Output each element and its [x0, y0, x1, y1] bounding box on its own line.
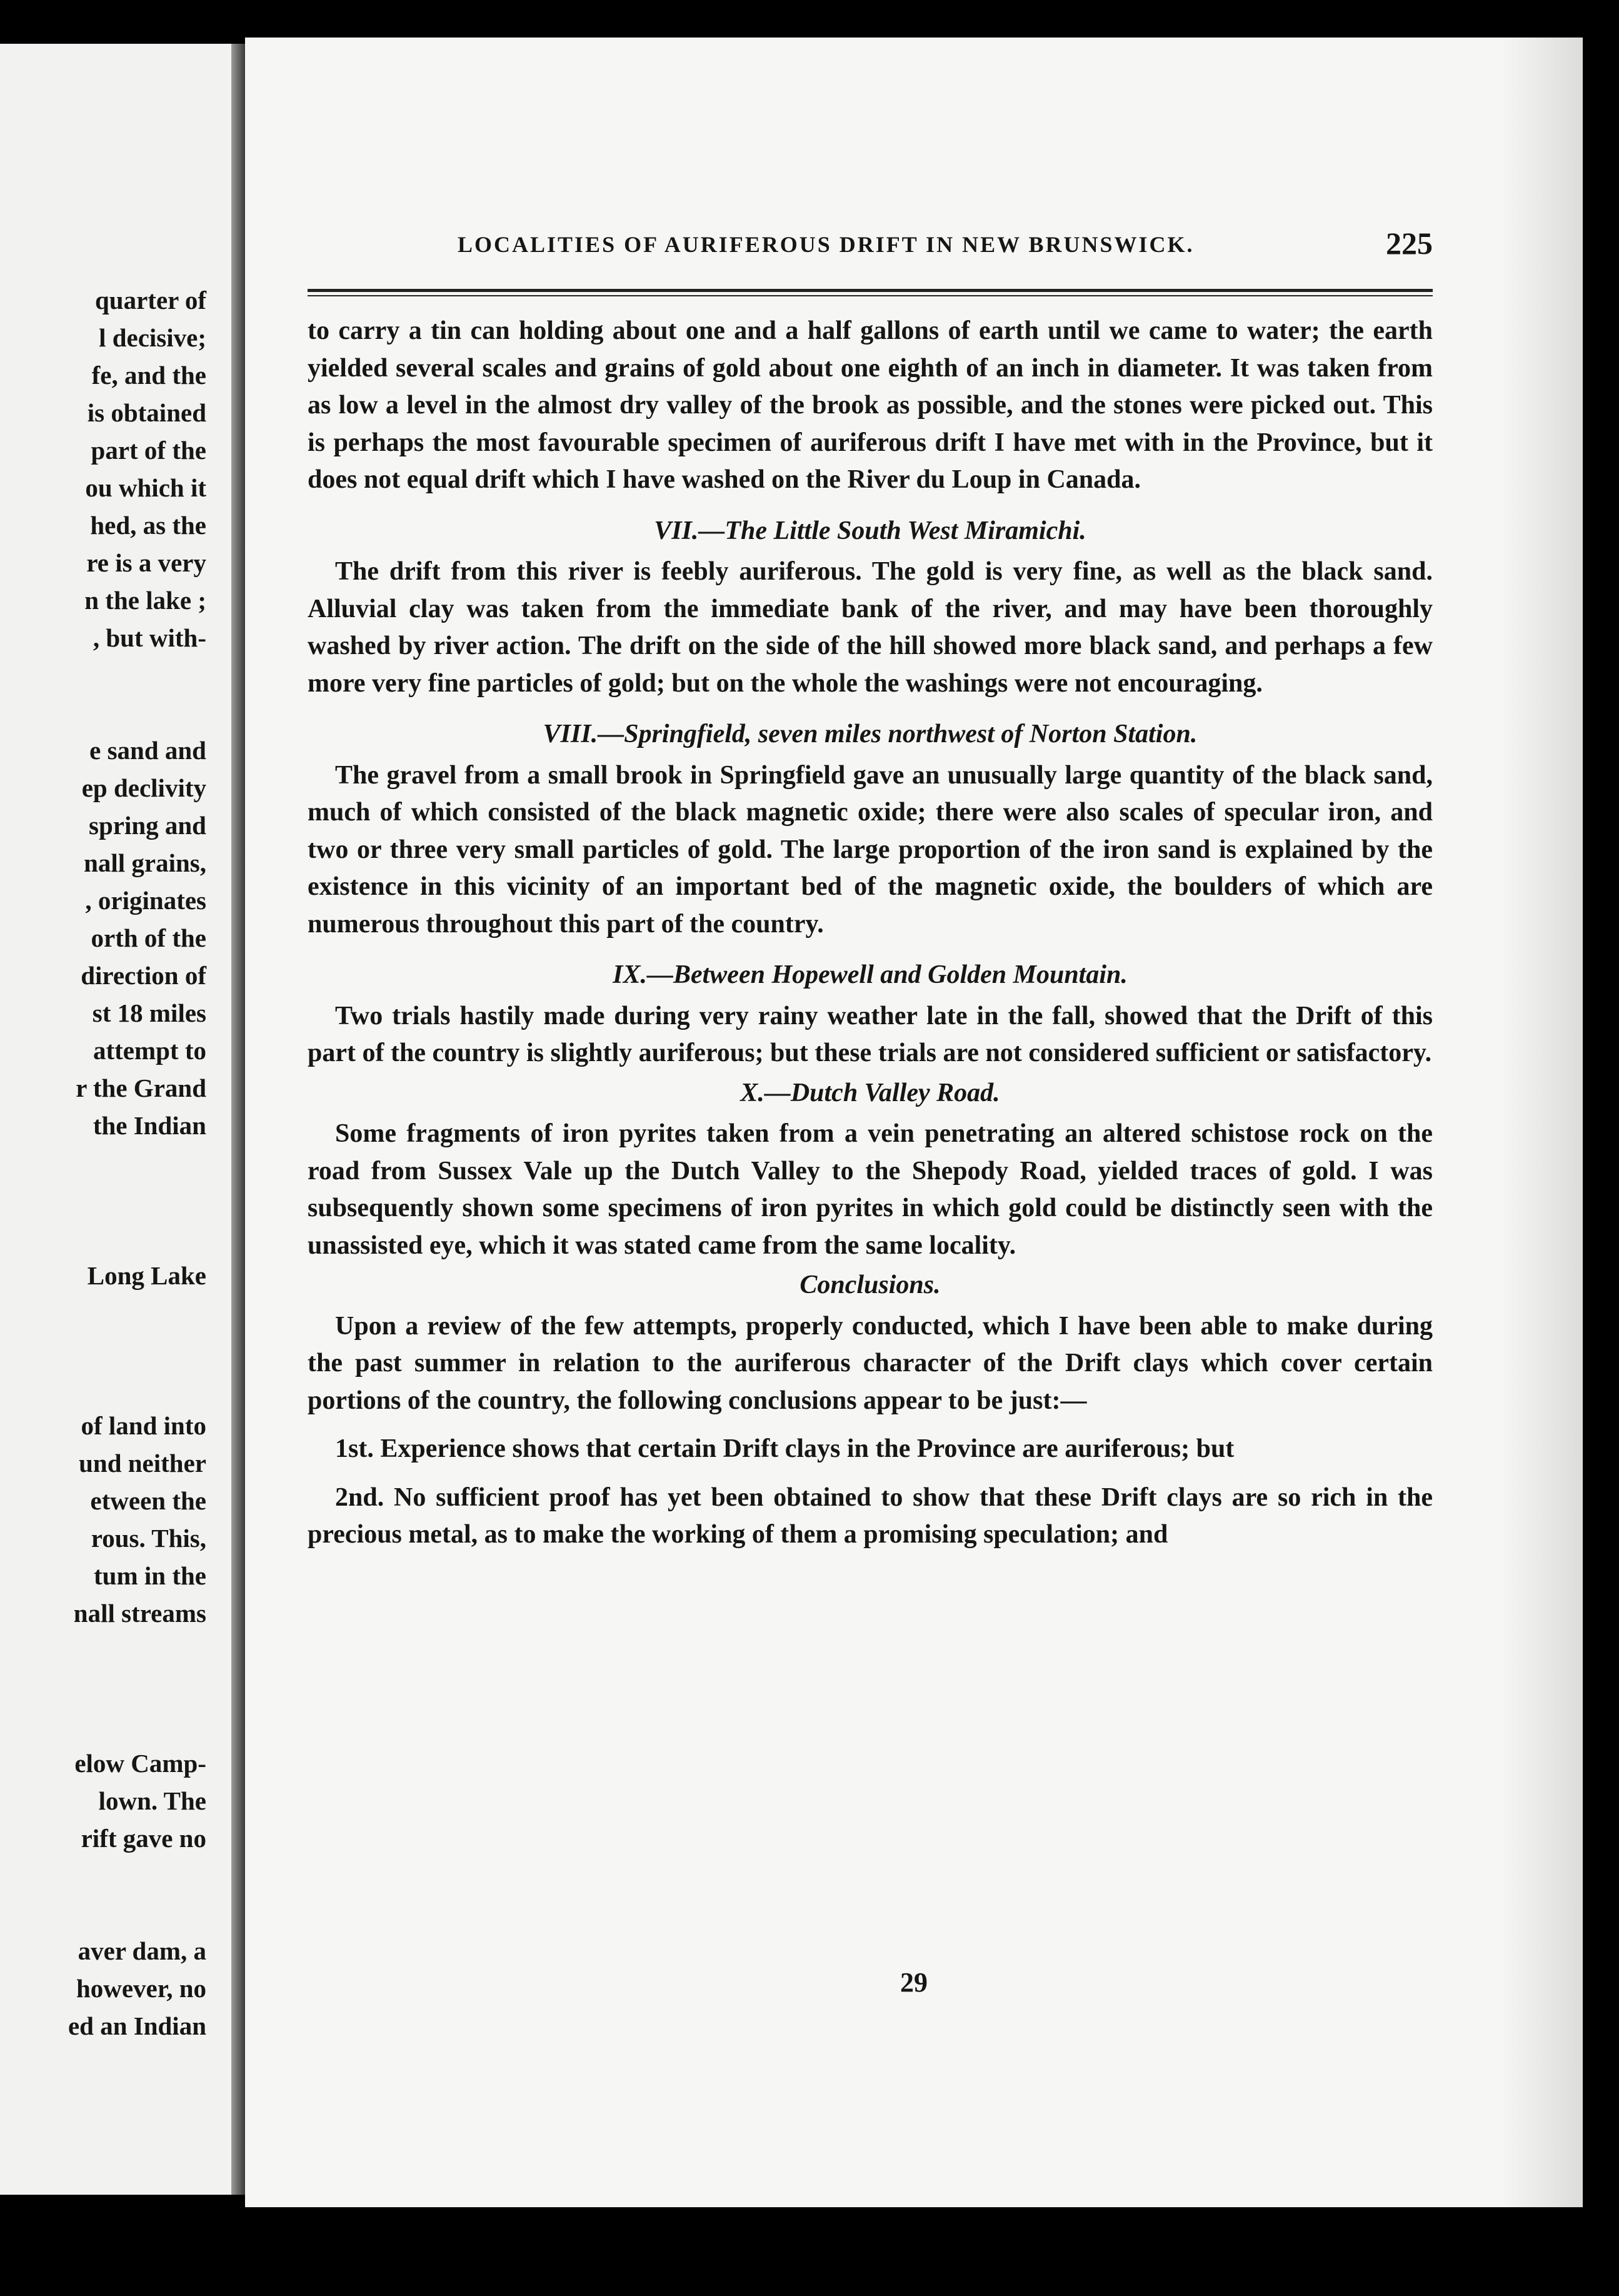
facing-page-line: elow Camp-	[74, 1749, 206, 1778]
facing-page-text	[0, 281, 206, 2045]
page-number: 225	[1386, 226, 1433, 261]
facing-page-line: ou which it	[85, 473, 206, 502]
paragraph-miramichi: The drift from this river is feebly auriferous. The gold is very fine, as well as the black sand. Alluvial clay was taken from the immediate bank of the river, and may have been thoroughly washed by river action. The drift on the side of the hill showed more black sand, and perhaps a few more very fine particles of gold; but on the whole the washings were not encouraging.	[308, 557, 1433, 698]
facing-page-line: is obtained	[87, 398, 206, 427]
facing-page-line: etween the	[90, 1486, 206, 1515]
facing-page-line: aver dam, a	[78, 1936, 206, 1965]
facing-page-line: orth of the	[91, 924, 206, 952]
facing-page-line: direction of	[81, 961, 206, 990]
facing-page-line	[0, 1632, 206, 1669]
facing-page-line: quarter of	[94, 286, 206, 315]
facing-page-line: fe, and the	[91, 361, 206, 390]
facing-page-line	[0, 1857, 206, 1895]
facing-page-line: tum in the	[94, 1561, 206, 1590]
facing-page-line: r the Grand	[76, 1074, 206, 1102]
section-heading-x: X.—Dutch Valley Road.	[740, 1078, 1000, 1107]
facing-page-line: Long Lake	[87, 1261, 206, 1290]
main-page	[245, 38, 1583, 2207]
section-heading-ix: IX.—Between Hopewell and Golden Mountain.	[613, 960, 1128, 989]
facing-page-line	[0, 1294, 206, 1332]
facing-page-line: of land into	[81, 1411, 206, 1440]
facing-page-line: the Indian	[93, 1111, 206, 1140]
conclusion-second: 2nd. No sufficient proof has yet been obtained to show that these Drift clays are so rich in the precious metal, as to make the working of them a promising speculation; and	[308, 1483, 1433, 1549]
facing-page-line	[0, 1369, 206, 1407]
body-text	[308, 313, 1433, 1554]
facing-page-line: nall grains,	[84, 848, 206, 877]
facing-page-line: lown. The	[98, 1786, 206, 1815]
section-heading-viii: VIII.—Springfield, seven miles northwest of Norton Station.	[543, 720, 1198, 748]
running-head	[308, 225, 1433, 275]
facing-page-line: l decisive;	[99, 323, 206, 352]
facing-page-line: ep declivity	[81, 773, 206, 802]
facing-page-line: attempt to	[93, 1036, 206, 1065]
facing-page-line: e sand and	[89, 736, 206, 765]
running-title: LOCALITIES OF AURIFEROUS DRIFT IN NEW BRUNSWICK.	[458, 232, 1195, 257]
conclusion-first: 1st. Experience shows that certain Drift clays in the Province are auriferous; but	[335, 1434, 1235, 1463]
paragraph-dutch-valley: Some fragments of iron pyrites taken from a vein penetrating an altered schistose rock on the road from Sussex Vale up the Dutch Valley to the Shepody Road, yielded traces of gold. I was subsequently shown some specimens of iron pyrites in which gold could be distinctly seen with the unassisted eye, which it was stated came from the same locality.	[308, 1119, 1433, 1260]
facing-page-line	[0, 1219, 206, 1257]
signature-folio: 29	[900, 1967, 928, 1998]
facing-page-line: hed, as the	[90, 511, 206, 540]
paragraph-hopewell: Two trials hastily made during very rainy weather late in the fall, showed that the Drift of this part of the country is slightly auriferous; but these trials are not considered sufficient or satisfactory.	[308, 1001, 1433, 1067]
section-heading-conclusions: Conclusions.	[799, 1271, 941, 1299]
paragraph-conclusions: Upon a review of the few attempts, properly conducted, which I have been able to make during the past summer in relation to the auriferous character of the Drift clays which cover certain portions of the country, the following conclusions appear to be just:—	[308, 1311, 1433, 1415]
facing-page-line: however, no	[76, 1974, 206, 2003]
facing-page-line	[0, 1332, 206, 1369]
facing-page-line	[0, 1895, 206, 1932]
facing-page-line	[0, 657, 206, 694]
facing-page-line	[0, 694, 206, 732]
facing-page-line: rift gave no	[81, 1824, 206, 1853]
facing-page-line: nall streams	[73, 1599, 206, 1628]
facing-page-line	[0, 1182, 206, 1219]
facing-page-line	[0, 1144, 206, 1182]
facing-page-line: spring and	[88, 811, 206, 840]
facing-page-line	[0, 1707, 206, 1745]
facing-page	[0, 44, 231, 2195]
facing-page-line: und neither	[79, 1449, 206, 1478]
paragraph-springfield: The gravel from a small brook in Springfield gave an unusually large quantity of the black sand, much of which consisted of the black magnetic oxide; there were also scales of specular iron, and two or three very small particles of gold. The large proportion of the iron sand is explained by the existence in this vicinity of an important bed of the magnetic oxide, the boulders of which are numerous throughout this part of the country.	[308, 760, 1433, 939]
facing-page-line: rous. This,	[91, 1524, 206, 1553]
facing-page-line: , but with-	[93, 623, 206, 652]
facing-page-line	[0, 1669, 206, 1707]
facing-page-line: part of the	[91, 436, 206, 465]
book-gutter	[231, 44, 245, 2195]
facing-page-line: ed an Indian	[68, 2012, 206, 2040]
paragraph-continued: to carry a tin can holding about one and a half gallons of earth until we came to water; the earth yielded several scales and grains of gold about one eighth of an inch in diameter. It was taken from as low a level in the almost dry valley of the brook as possible, and the stones were picked out. This is perhaps the most favourable specimen of auriferous drift I have met with in the Province, but it does not equal drift which I have washed on the River du Loup in Canada.	[308, 316, 1433, 494]
header-rule	[308, 289, 1433, 296]
section-heading-vii: VII.—The Little South West Miramichi.	[654, 516, 1086, 545]
facing-page-line: , originates	[85, 886, 206, 915]
facing-page-line: n the lake ;	[84, 586, 206, 615]
facing-page-line: re is a very	[86, 548, 206, 577]
page-edge-shadow	[1501, 38, 1583, 2207]
facing-page-line: st 18 miles	[92, 999, 206, 1027]
